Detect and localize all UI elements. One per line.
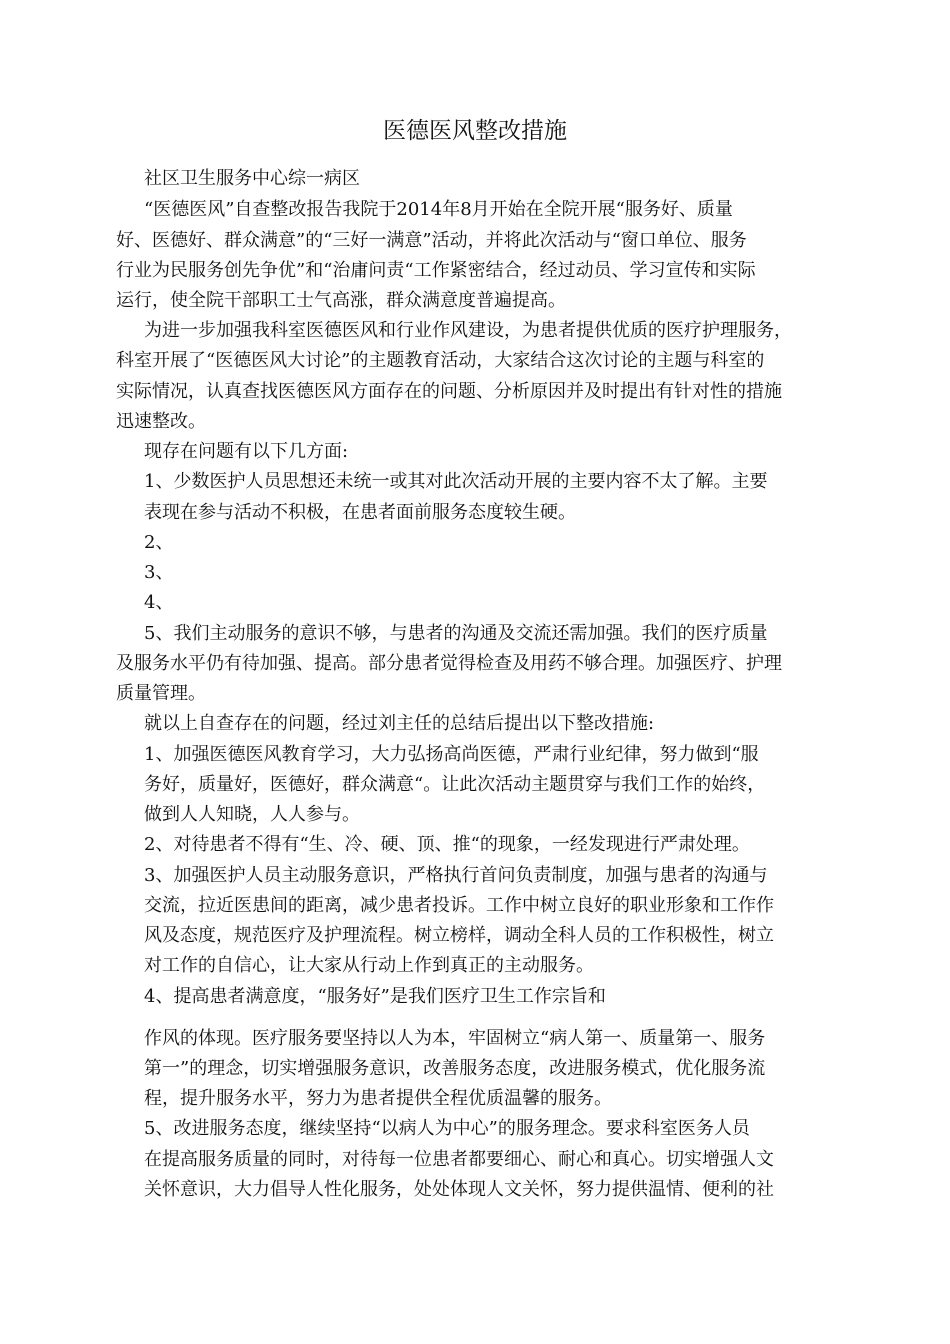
- document-line: 2、: [144, 532, 174, 553]
- document-line: 交流，拉近医患间的距离，减少患者投诉。工作中树立良好的职业形象和工作作: [144, 895, 774, 916]
- document-line: 在提高服务质量的同时，对待每一位患者都要细心、耐心和真心。切实增强人文: [144, 1149, 774, 1170]
- document-line: 好、医德好、群众满意”的“三好一满意”活动，并将此次活动与“窗口单位、服务: [116, 230, 747, 251]
- document-line: 作风的体现。医疗服务要坚持以人为本，牢固树立“病人第一、质量第一、服务: [144, 1028, 766, 1049]
- document-line: 风及态度，规范医疗及护理流程。树立榜样，调动全科人员的工作积极性，树立: [144, 925, 774, 946]
- document-line: 现存在问题有以下几方面:: [144, 441, 349, 462]
- document-line: 为进一步加强我科室医德医风和行业作风建设，为患者提供优质的医疗护理服务，: [144, 320, 792, 341]
- document-line: 4、: [144, 592, 174, 613]
- document-line: 实际情况，认真查找医德医风方面存在的问题、分析原因并及时提出有针对性的措施: [116, 381, 782, 402]
- document-line: 运行，使全院干部职工士气高涨，群众满意度普遍提高。: [116, 290, 566, 311]
- document-line: 程，提升服务水平，努力为患者提供全程优质温馨的服务。: [144, 1088, 612, 1109]
- document-line: 2、对待患者不得有“生、冷、硬、顶、推“的现象，一经发现进行严肃处理。: [144, 834, 750, 855]
- document-line: 3、加强医护人员主动服务意识，严格执行首问负责制度，加强与患者的沟通与: [144, 865, 768, 886]
- document-line: 1、加强医德医风教育学习，大力弘扬高尚医德，严肃行业纪律，努力做到“服: [144, 744, 759, 765]
- document-line: 科室开展了“医德医风大讨论”的主题教育活动，大家结合这次讨论的主题与科室的: [116, 350, 765, 371]
- document-line: 第一”的理念，切实增强服务意识，改善服务态度，改进服务模式，优化服务流: [144, 1058, 766, 1079]
- document-line: 表现在参与活动不积极，在患者面前服务态度较生硬。: [144, 502, 576, 523]
- document-line: “医德医风”自查整改报告我院于2014年8月开始在全院开展“服务好、质量: [144, 199, 733, 220]
- document-line: 做到人人知晓，人人参与。: [144, 804, 360, 825]
- document-line: 3、: [144, 562, 174, 583]
- document-line: 就以上自查存在的问题，经过刘主任的总结后提出以下整改措施:: [144, 713, 655, 734]
- document-line: 5、我们主动服务的意识不够，与患者的沟通及交流还需加强。我们的医疗质量: [144, 623, 768, 644]
- document-line: 务好，质量好，医德好，群众满意“。让此次活动主题贯穿与我们工作的始终，: [144, 774, 766, 795]
- document-line: 1、少数医护人员思想还未统一或其对此次活动开展的主要内容不太了解。主要: [144, 471, 768, 492]
- document-line: 4、提高患者满意度，“服务好”是我们医疗卫生工作宗旨和: [144, 986, 606, 1007]
- document-line: 迅速整改。: [116, 411, 206, 432]
- document-line: 社区卫生服务中心综一病区: [144, 168, 360, 189]
- document-line: 及服务水平仍有待加强、提高。部分患者觉得检查及用药不够合理。加强医疗、护理: [116, 653, 782, 674]
- document-line: 关怀意识，大力倡导人性化服务，处处体现人文关怀，努力提供温情、便利的社: [144, 1179, 774, 1200]
- document-line: 质量管理。: [116, 683, 206, 704]
- document-title: 医德医风整改措施: [383, 118, 567, 144]
- document-line: 5、改进服务态度，继续坚持“以病人为中心”的服务理念。要求科室医务人员: [144, 1118, 750, 1139]
- document-line: 对工作的自信心，让大家从行动上作到真正的主动服务。: [144, 955, 594, 976]
- document-line: 行业为民服务创先争优”和“治庸问责“工作紧密结合，经过动员、学习宣传和实际: [116, 260, 756, 281]
